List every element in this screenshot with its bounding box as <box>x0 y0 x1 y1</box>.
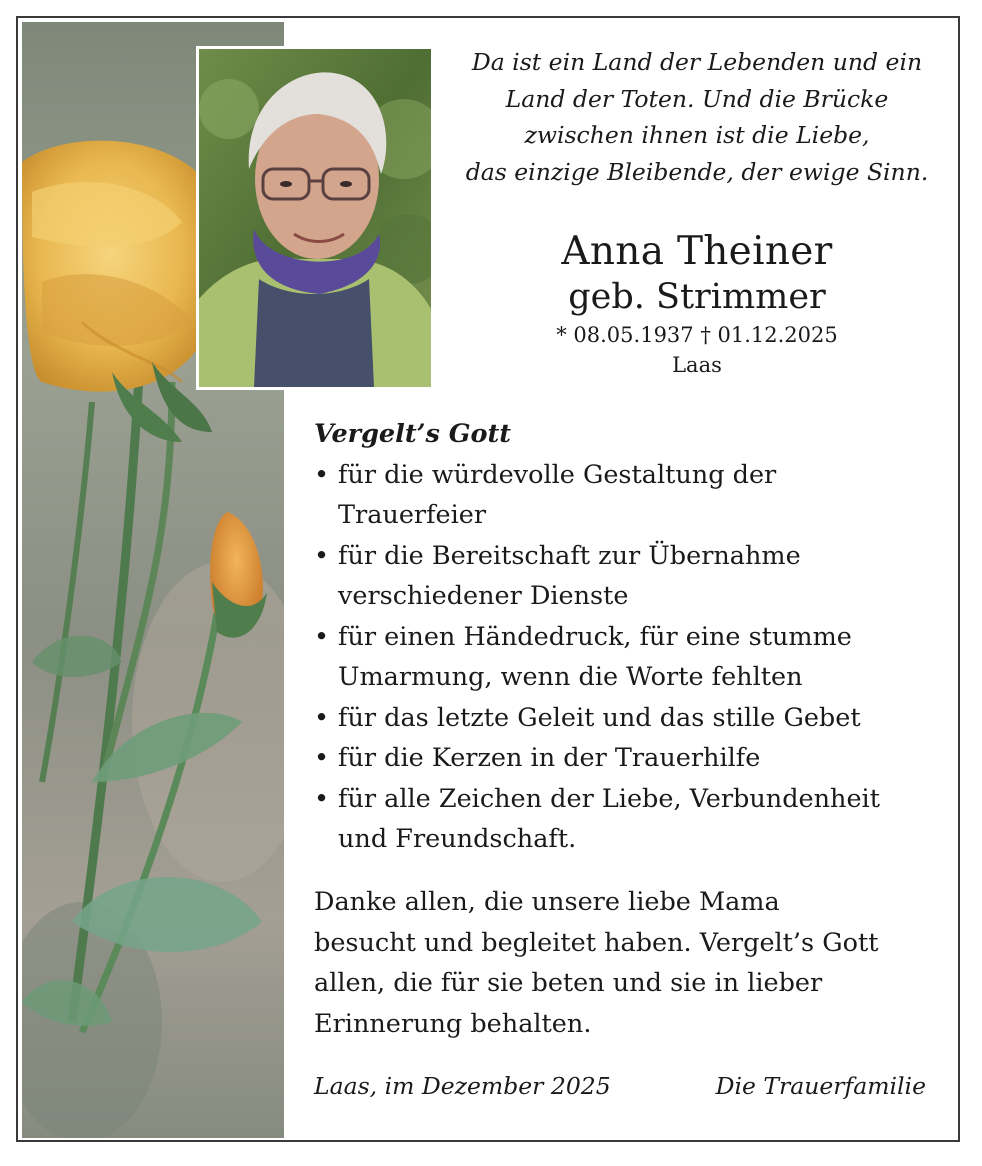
thanks-item-line: • für einen Händedruck, für eine stumme <box>338 621 852 652</box>
quote-line: zwischen ihnen ist die Liebe, <box>524 121 870 149</box>
quote-line: Land der Toten. Und die Brücke <box>505 84 889 113</box>
thanks-section <box>314 414 954 860</box>
maiden-name: geb. Strimmer <box>568 277 826 317</box>
thanks-item-line: Trauerfeier <box>338 500 487 530</box>
memorial-quote <box>446 44 948 190</box>
thanks-item-line: und Freundschaft. <box>338 824 577 854</box>
closing-line: allen, die für sie beten und sie in lieber <box>314 968 823 998</box>
thanks-item <box>314 738 954 779</box>
deceased-name: Anna Theiner <box>561 229 833 274</box>
closing-line: Danke allen, die unsere liebe Mama <box>314 887 780 917</box>
thanks-item <box>314 455 954 536</box>
portrait-illustration <box>199 49 431 387</box>
thanks-item-line: • für alle Zeichen der Liebe, Verbundenheit <box>338 783 880 814</box>
signature: Die Trauerfamilie <box>715 1072 926 1100</box>
deceased-info <box>446 228 948 380</box>
thanks-item-line: • für die würdevolle Gestaltung der <box>338 459 777 490</box>
thanks-list <box>314 455 954 860</box>
thanks-item <box>314 779 954 860</box>
closing-line: Erinnerung behalten. <box>314 1008 592 1039</box>
thanks-item <box>314 617 954 698</box>
thanks-item-line: • für das letzte Geleit und das stille Gebet <box>338 702 861 733</box>
thanks-item-line: verschiedener Dienste <box>338 581 629 611</box>
closing-paragraph <box>314 882 954 1044</box>
quote-line: das einzige Bleibende, der ewige Sinn. <box>465 157 929 186</box>
thanks-item <box>314 536 954 617</box>
portrait-photo <box>196 46 434 390</box>
thanks-title: Vergelt’s Gott <box>314 419 512 449</box>
place-and-date: Laas, im Dezember 2025 <box>314 1072 611 1100</box>
thanks-item-line: • für die Bereitschaft zur Übernahme <box>338 540 801 571</box>
quote-line: Da ist ein Land der Lebenden und ein <box>471 48 923 76</box>
hometown: Laas <box>672 353 722 377</box>
thanks-item-line: Umarmung, wenn die Worte fehlten <box>338 662 803 692</box>
thanks-item-line: • für die Kerzen in der Trauerhilfe <box>338 743 761 773</box>
life-dates: * 08.05.1937 † 01.12.2025 <box>556 323 838 347</box>
closing-line: besucht und begleitet haben. Vergelt’s Gott <box>314 927 879 958</box>
thanks-item <box>314 698 954 739</box>
